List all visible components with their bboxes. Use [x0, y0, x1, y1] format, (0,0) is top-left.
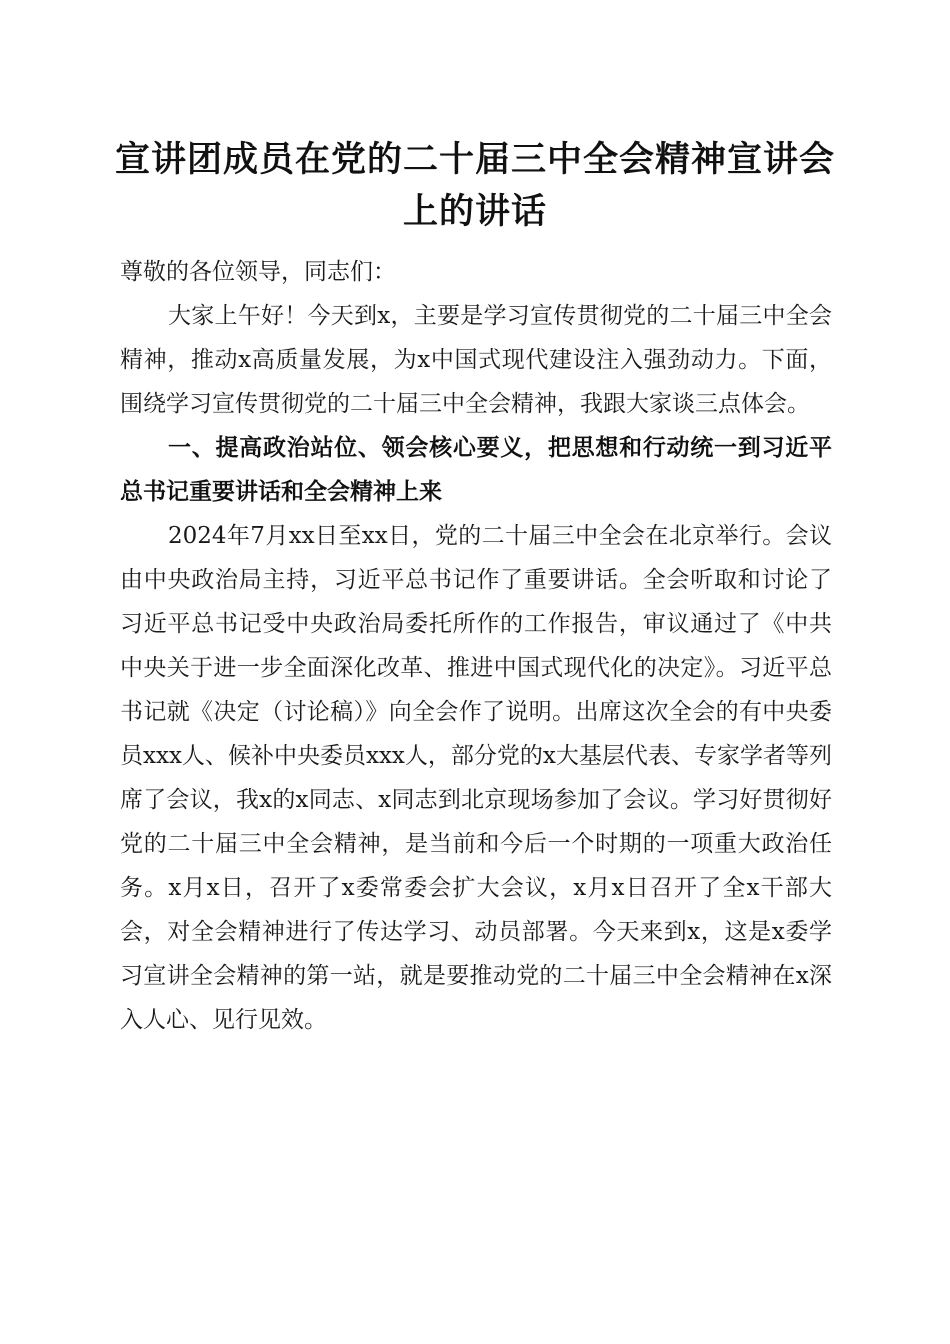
salutation: 尊敬的各位领导，同志们：: [120, 259, 396, 285]
document-title: 宣讲团成员在党的二十届三中全会精神宣讲会上的讲话: [114, 139, 835, 232]
document-body: [120, 250, 832, 1042]
intro-paragraph: 大家上午好！今天到x，主要是学习宣传贯彻党的二十届三中全会精神，推动x高质量发展，为x中国式现代建设注入强劲动力。下面，围绕学习宣传贯彻党的二十届三中全会精神，我跟大家谈三点体会。: [120, 303, 832, 417]
section-heading: 一、提高政治站位、领会核心要义，把思想和行动统一到习近平总书记重要讲话和全会精神上来: [120, 435, 832, 505]
section-paragraph: 2024年7月xx日至xx日，党的二十届三中全会在北京举行。会议由中央政治局主持，习近平总书记作了重要讲话。全会听取和讨论了习近平总书记受中央政治局委托所作的工作报告，审议通过了《中共中央关于进一步全面深化改革、推进中国式现代化的决定》。习近平总书记就《决定（讨论稿）》向全会作了说明。出席这次全会的有中央委员xxx人、候补中央委员xxx人，部分党的x大基层代表、专家学者等列席了会议，我x的x同志、x同志到北京现场参加了会议。学习好贯彻好党的二十届三中全会精神，是当前和今后一个时期的一项重大政治任务。x月x日，召开了x委常委会扩大会议，x月x日召开了全x干部大会，对全会精神进行了传达学习、动员部署。今天来到x，这是x委学习宣讲全会精神的第一站，就是要推动党的二十届三中全会精神在x深入人心、见行见效。: [120, 523, 832, 1033]
